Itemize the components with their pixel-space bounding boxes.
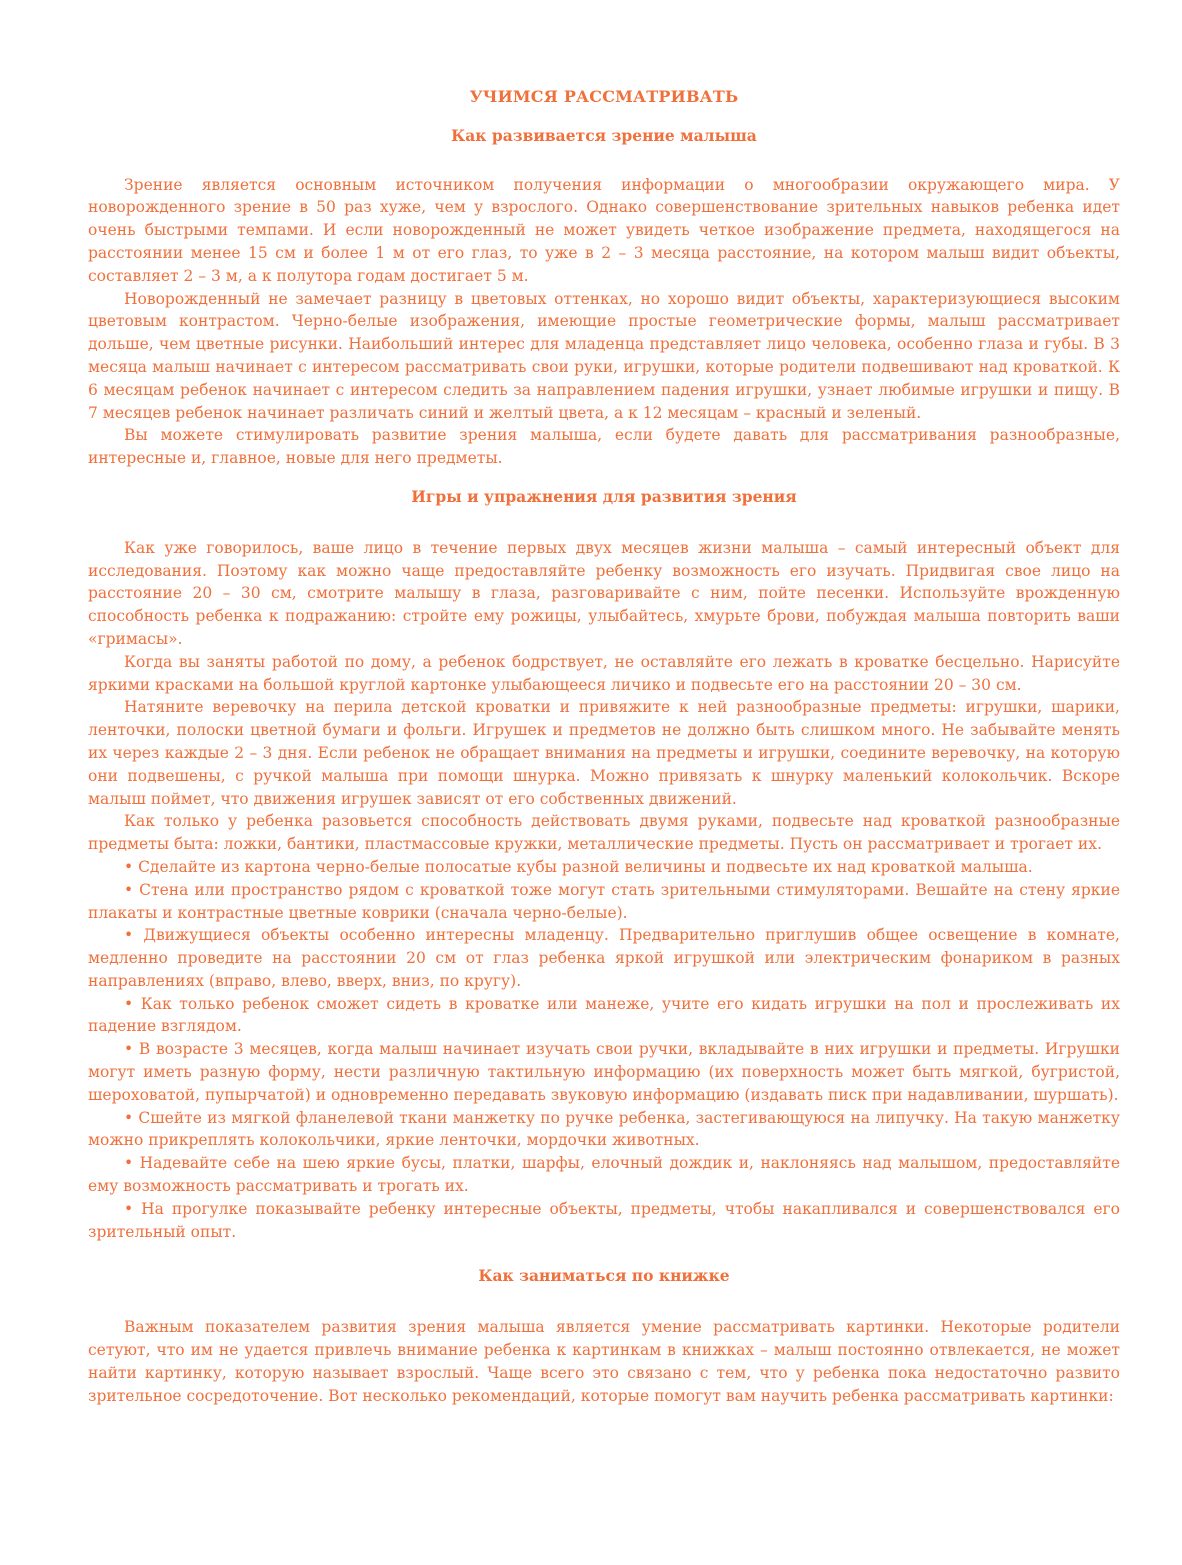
section-heading-book-study: Как заниматься по книжке (478, 1266, 730, 1286)
document-page (88, 86, 1120, 1407)
bullet-item: • Движущиеся объекты особенно интересны младенцу. Предварительно приглушив общее освещение в комнате, медленно проведите на расстоянии 20 см от глаз ребенка яркой игрушкой или электрическим фонариком в разных направлениях (вправо, влево, вверх, вниз, по кругу). (88, 926, 1120, 990)
bullet-item: • Как только ребенок сможет сидеть в кроватке или манеже, учите его кидать игрушки на пол и прослеживать их падение взглядом. (88, 994, 1120, 1036)
section-heading-vision-development: Как развивается зрение малыша (451, 125, 757, 145)
bullet-item: • На прогулке показывайте ребенку интересные объекты, предметы, чтобы накапливался и совершенствовался его зрительный опыт. (88, 1199, 1120, 1241)
paragraph: Как уже говорилось, ваше лицо в течение первых двух месяцев жизни малыша – самый интересный объект для исследования. Поэтому как можно чаще предоставляйте ребенку возможность его изучать. Придвигая свое лицо на расстояние 20 – 30 см, смотрите малышу в глаза, разговаривайте с ним, пойте песенки. Используйте врожденную способность ребенка к подражанию: стройте ему рожицы, улыбайтесь, хмурьте брови, побуждая малыша повторить ваши «гримасы». (88, 538, 1120, 648)
paragraph: Важным показателем развития зрения малыша является умение рассматривать картинки. Некоторые родители сетуют, что им не удается привлечь внимание ребенка к картинкам в книжках – малыш постоянно отвлекается, не может найти картинку, которую называет взрослый. Чаще всего это связано с тем, что у ребенка пока недостаточно развито зрительное сосредоточение. Вот несколько рекомендаций, которые помогут вам научить ребенка рассматривать картинки: (88, 1318, 1120, 1405)
paragraph: Натяните веревочку на перила детской кроватки и привяжите к ней разнообразные предметы: игрушки, шарики, ленточки, полоски цветной бумаги и фольги. Игрушек и предметов не должно быть слишком много. Не забывайте менять их через каждые 2 – 3 дня. Если ребенок не обращает внимания на предметы и игрушки, соедините веревочку, на которую они подвешены, с ручкой малыша при помощи шнурка. Можно привязать к шнурку маленький колокольчик. Вскоре малыш поймет, что движения игрушек зависят от его собственных движений. (88, 698, 1120, 808)
bullet-item: • Стена или пространство рядом с кроваткой тоже могут стать зрительными стимуляторами. Вешайте на стену яркие плакаты и контрастные цветные коврики (сначала черно-белые). (88, 880, 1120, 922)
paragraph: Новорожденный не замечает разницу в цветовых оттенках, но хорошо видит объекты, характеризующиеся высоким цветовым контрастом. Черно-белые изображения, имеющие простые геометрические формы, малыш рассматривает дольше, чем цветные рисунки. Наибольший интерес для младенца представляет лицо человека, особенно глаза и губы. В 3 месяца малыш начинает с интересом рассматривать свои руки, игрушки, которые родители подвешивают над кроваткой. К 6 месяцам ребенок начинает с интересом следить за направлением падения игрушки, узнает любимые игрушки и пищу. В 7 месяцев ребенок начинает различать синий и желтый цвета, а к 12 месяцам – красный и зеленый. (88, 289, 1120, 422)
paragraph: Зрение является основным источником получения информации о многообразии окружающего мира. У новорожденного зрение в 50 раз хуже, чем у взрослого. Однако совершенствование зрительных навыков ребенка идет очень быстрыми темпами. И если новорожденный не может увидеть четкое изображение предмета, находящегося на расстоянии менее 15 см и более 1 м от его глаз, то уже в 2 – 3 месяца расстояние, на котором малыш видит объекты, составляет 2 – 3 м, а к полутора годам достигает 5 м. (88, 175, 1120, 285)
paragraph: Как только у ребенка разовьется способность действовать двумя руками, подвесьте над кроваткой разнообразные предметы быта: ложки, бантики, пластмассовые кружки, металлические предметы. Пусть он рассматривает и трогает их. (88, 812, 1120, 854)
bullet-item: • Сделайте из картона черно-белые полосатые кубы разной величины и подвесьте их над кроваткой малыша. (124, 857, 1033, 876)
page-title: УЧИМСЯ РАССМАТРИВАТЬ (469, 87, 739, 106)
bullet-item: • Надевайте себе на шею яркие бусы, платки, шарфы, елочный дождик и, наклоняясь над малышом, предоставляйте ему возможность рассматривать и трогать их. (88, 1154, 1120, 1196)
paragraph: Когда вы заняты работой по дому, а ребенок бодрствует, не оставляйте его лежать в кроватке бесцельно. Нарисуйте яркими красками на большой круглой картонке улыбающееся личико и подвесьте его на расстоянии 20 – 30 см. (88, 652, 1120, 694)
bullet-item: • Сшейте из мягкой фланелевой ткани манжетку по ручке ребенка, застегивающуюся на липучку. На такую манжетку можно прикреплять колокольчики, яркие ленточки, мордочки животных. (88, 1108, 1120, 1150)
section-heading-games-exercises: Игры и упражнения для развития зрения (411, 486, 797, 506)
paragraph: Вы можете стимулировать развитие зрения малыша, если будете давать для рассматривания разнообразные, интересные и, главное, новые для него предметы. (88, 426, 1120, 468)
bullet-item: • В возрасте 3 месяцев, когда малыш начинает изучать свои ручки, вкладывайте в них игрушки и предметы. Игрушки могут иметь разную форму, нести различную тактильную информацию (их поверхность может быть мягкой, бугристой, шероховатой, пупырчатой) и одновременно передавать звуковую информацию (издавать писк при надавливании, шуршать). (88, 1040, 1120, 1104)
